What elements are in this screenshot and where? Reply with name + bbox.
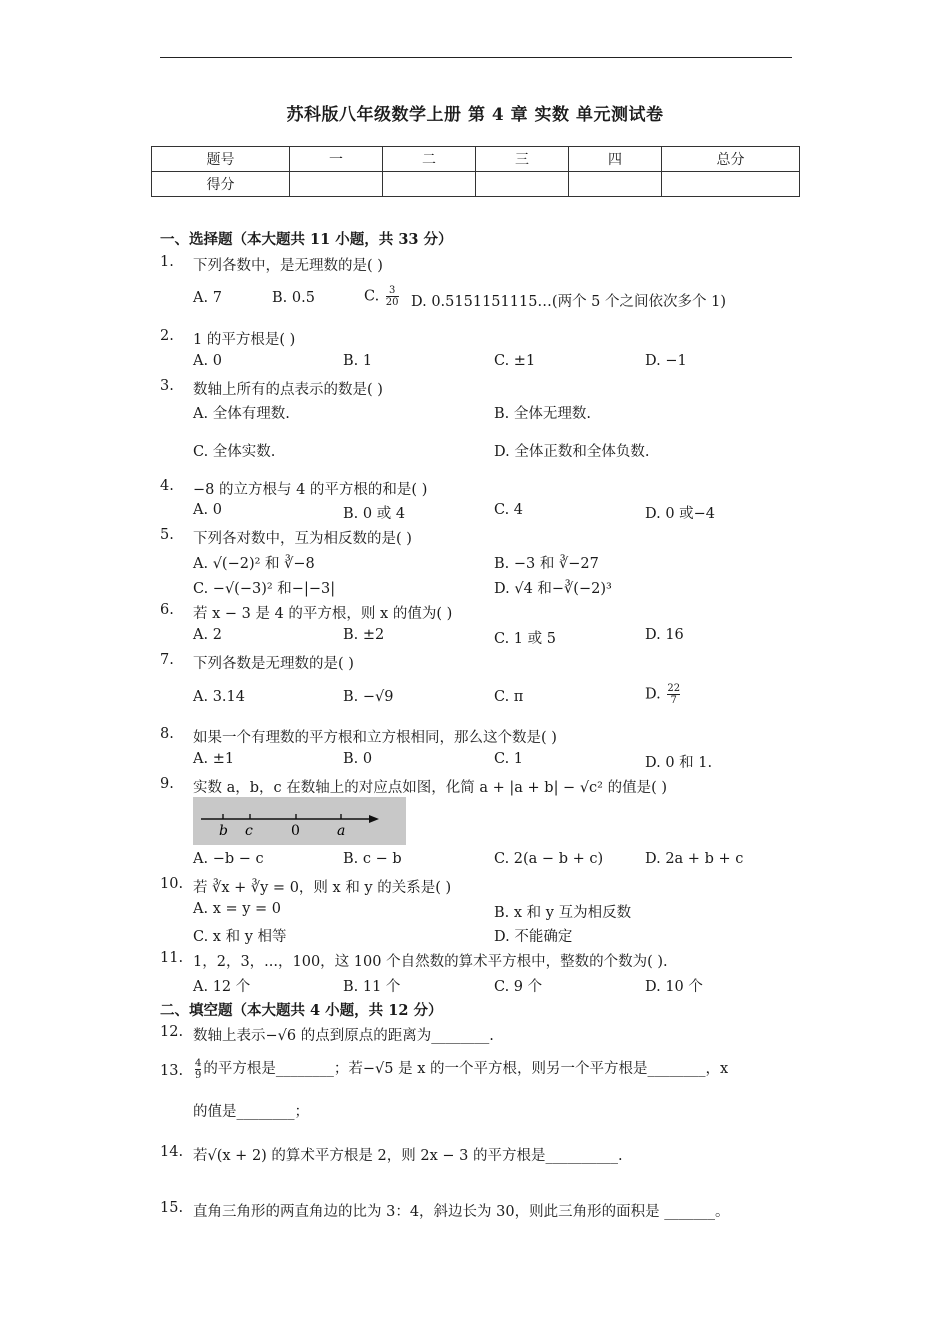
option-c: C. 全体实数. [193, 444, 276, 460]
option-d: D. 不能确定 [494, 929, 573, 945]
option-a: A. −b − c [193, 851, 264, 867]
option-b: B. 全体无理数. [494, 406, 591, 422]
option-a: A. 全体有理数. [193, 406, 290, 422]
question-number: 4. [160, 478, 174, 494]
option-a: A. 2 [193, 627, 222, 643]
fraction-numerator: 4 [195, 1057, 202, 1069]
number-line-figure [193, 797, 406, 845]
section-heading-fill: 二、填空题（本大题共 4 小题，共 12 分） [160, 1002, 443, 1019]
question-number: 8. [160, 726, 174, 742]
question-text: 下列各对数中，互为相反数的是( ) [193, 531, 412, 547]
question-text-cont: 的值是________； [193, 1104, 309, 1120]
option-c: C. 9 个 [494, 979, 543, 995]
question-text: 1，2，3，...，100，这 100 个自然数的算术平方根中，整数的个数为( ). [193, 954, 668, 970]
label-a: a [337, 823, 346, 839]
question-number: 13. [160, 1063, 184, 1079]
option-a: A. ±1 [193, 751, 235, 767]
score-cell[interactable] [383, 172, 476, 197]
question-number: 2. [160, 328, 174, 344]
option-d: D. 0 和 1. [645, 755, 713, 771]
option-a: A. x = y = 0 [193, 901, 282, 917]
question-text: 若√(x + 2) 的算术平方根是 2，则 2x − 3 的平方根是__________. [193, 1148, 623, 1164]
question-text: 直角三角形的两直角边的比为 3：4，斜边长为 30，则此三角形的面积是 _______。 [193, 1204, 730, 1220]
option-b: B. 0 [343, 751, 373, 767]
fraction-denominator: 7 [667, 694, 680, 706]
score-cell[interactable] [662, 172, 800, 197]
score-header-cell: 一 [290, 147, 383, 172]
label-zero: 0 [291, 823, 300, 839]
score-cell[interactable] [569, 172, 662, 197]
option-a: A. 7 [193, 290, 222, 306]
option-d: D. 16 [645, 627, 684, 643]
question-number: 5. [160, 527, 174, 543]
option-b: B. 0.5 [272, 290, 315, 306]
score-table [151, 146, 800, 197]
score-value-row [152, 172, 800, 197]
score-cell[interactable] [290, 172, 383, 197]
option-d: D. √4 和−∛(−2)³ [494, 581, 612, 597]
question-text: 数轴上所有的点表示的数是( ) [193, 382, 383, 398]
fraction [667, 683, 680, 706]
question-number: 14. [160, 1144, 184, 1160]
top-rule [160, 57, 792, 58]
fraction [195, 1058, 201, 1081]
option-b: B. x 和 y 互为相反数 [494, 905, 632, 921]
fraction [386, 285, 399, 308]
option-c: C. π [494, 689, 524, 705]
question-number: 7. [160, 652, 174, 668]
option-d: D. 10 个 [645, 979, 703, 995]
question-text: 1 的平方根是( ) [193, 332, 296, 348]
label-c: c [245, 823, 253, 839]
number-line-arrow [369, 815, 379, 823]
question-number: 11. [160, 950, 184, 966]
question-text-body: 的平方根是________；若−√5 是 x 的一个平方根，则另一个平方根是________，x [203, 1061, 729, 1077]
label-b: b [219, 823, 228, 839]
question-number: 9. [160, 776, 174, 792]
option-d: D. 0 或−4 [645, 506, 716, 522]
score-header-cell: 题号 [152, 147, 290, 172]
option-b: B. −3 和 ∛−27 [494, 556, 599, 572]
option-c [364, 285, 401, 308]
question-number: 6. [160, 602, 174, 618]
option-b: B. ±2 [343, 627, 385, 643]
option-d: D. 0.5151151115…(两个 5 个之间依次多个 1) [411, 294, 727, 310]
option-d [645, 683, 682, 706]
option-b: B. −√9 [343, 689, 394, 705]
option-c: C. 1 [494, 751, 524, 767]
question-number: 15. [160, 1200, 184, 1216]
question-text: 下列各数是无理数的是( ) [193, 656, 354, 672]
option-c: C. 4 [494, 502, 524, 518]
fraction-numerator: 3 [388, 285, 396, 296]
score-header-cell: 三 [476, 147, 569, 172]
option-c: C. x 和 y 相等 [193, 929, 287, 945]
option-a: A. 0 [193, 502, 222, 518]
option-c-prefix: C. [364, 288, 380, 305]
score-header-row [152, 147, 800, 172]
option-a: A. 3.14 [193, 689, 245, 705]
option-d-prefix: D. [645, 686, 661, 703]
option-c: C. 2(a − b + c) [494, 851, 604, 867]
question-text [193, 1057, 728, 1081]
question-number: 3. [160, 378, 174, 394]
question-number: 10. [160, 876, 184, 892]
question-text: 如果一个有理数的平方根和立方根相同，那么这个数是( ) [193, 730, 557, 746]
question-text: 若 x − 3 是 4 的平方根，则 x 的值为( ) [193, 606, 453, 622]
option-b: B. c − b [343, 851, 402, 867]
score-header-cell: 二 [383, 147, 476, 172]
question-text: −8 的立方根与 4 的平方根的和是( ) [193, 482, 428, 498]
option-a: A. √(−2)² 和 ∛−8 [193, 556, 315, 572]
section-heading-choice: 一、选择题（本大题共 11 小题，共 33 分） [160, 231, 453, 248]
option-c: C. ±1 [494, 353, 536, 369]
question-text: 实数 a，b，c 在数轴上的对应点如图，化简 a + |a + b| − √c² 的值是( ) [193, 780, 668, 796]
question-number: 1. [160, 254, 174, 270]
option-d: D. 全体正数和全体负数. [494, 444, 650, 460]
fraction-numerator: 22 [667, 683, 681, 694]
question-text: 若 ∛x + ∛y = 0，则 x 和 y 的关系是( ) [193, 880, 452, 896]
number-line-svg [193, 797, 406, 845]
option-b: B. 11 个 [343, 979, 401, 995]
option-b: B. 0 或 4 [343, 506, 406, 522]
option-a: A. 12 个 [193, 979, 251, 995]
option-d: D. −1 [645, 353, 687, 369]
question-number: 12. [160, 1024, 184, 1040]
question-text: 下列各数中，是无理数的是( ) [193, 258, 383, 274]
option-d: D. 2a + b + c [645, 851, 744, 867]
option-b: B. 1 [343, 353, 373, 369]
option-c: C. 1 或 5 [494, 631, 556, 647]
fraction-denominator: 20 [385, 297, 399, 308]
score-header-cell: 总分 [662, 147, 800, 172]
fraction-denominator: 9 [195, 1069, 202, 1081]
score-cell[interactable] [476, 172, 569, 197]
score-row-label: 得分 [152, 172, 290, 197]
option-c: C. −√(−3)² 和−|−3| [193, 581, 336, 597]
page-title: 苏科版八年级数学上册 第 4 章 实数 单元测试卷 [286, 105, 664, 125]
option-a: A. 0 [193, 353, 222, 369]
question-text: 数轴上表示−√6 的点到原点的距离为________. [193, 1028, 494, 1044]
score-header-cell: 四 [569, 147, 662, 172]
